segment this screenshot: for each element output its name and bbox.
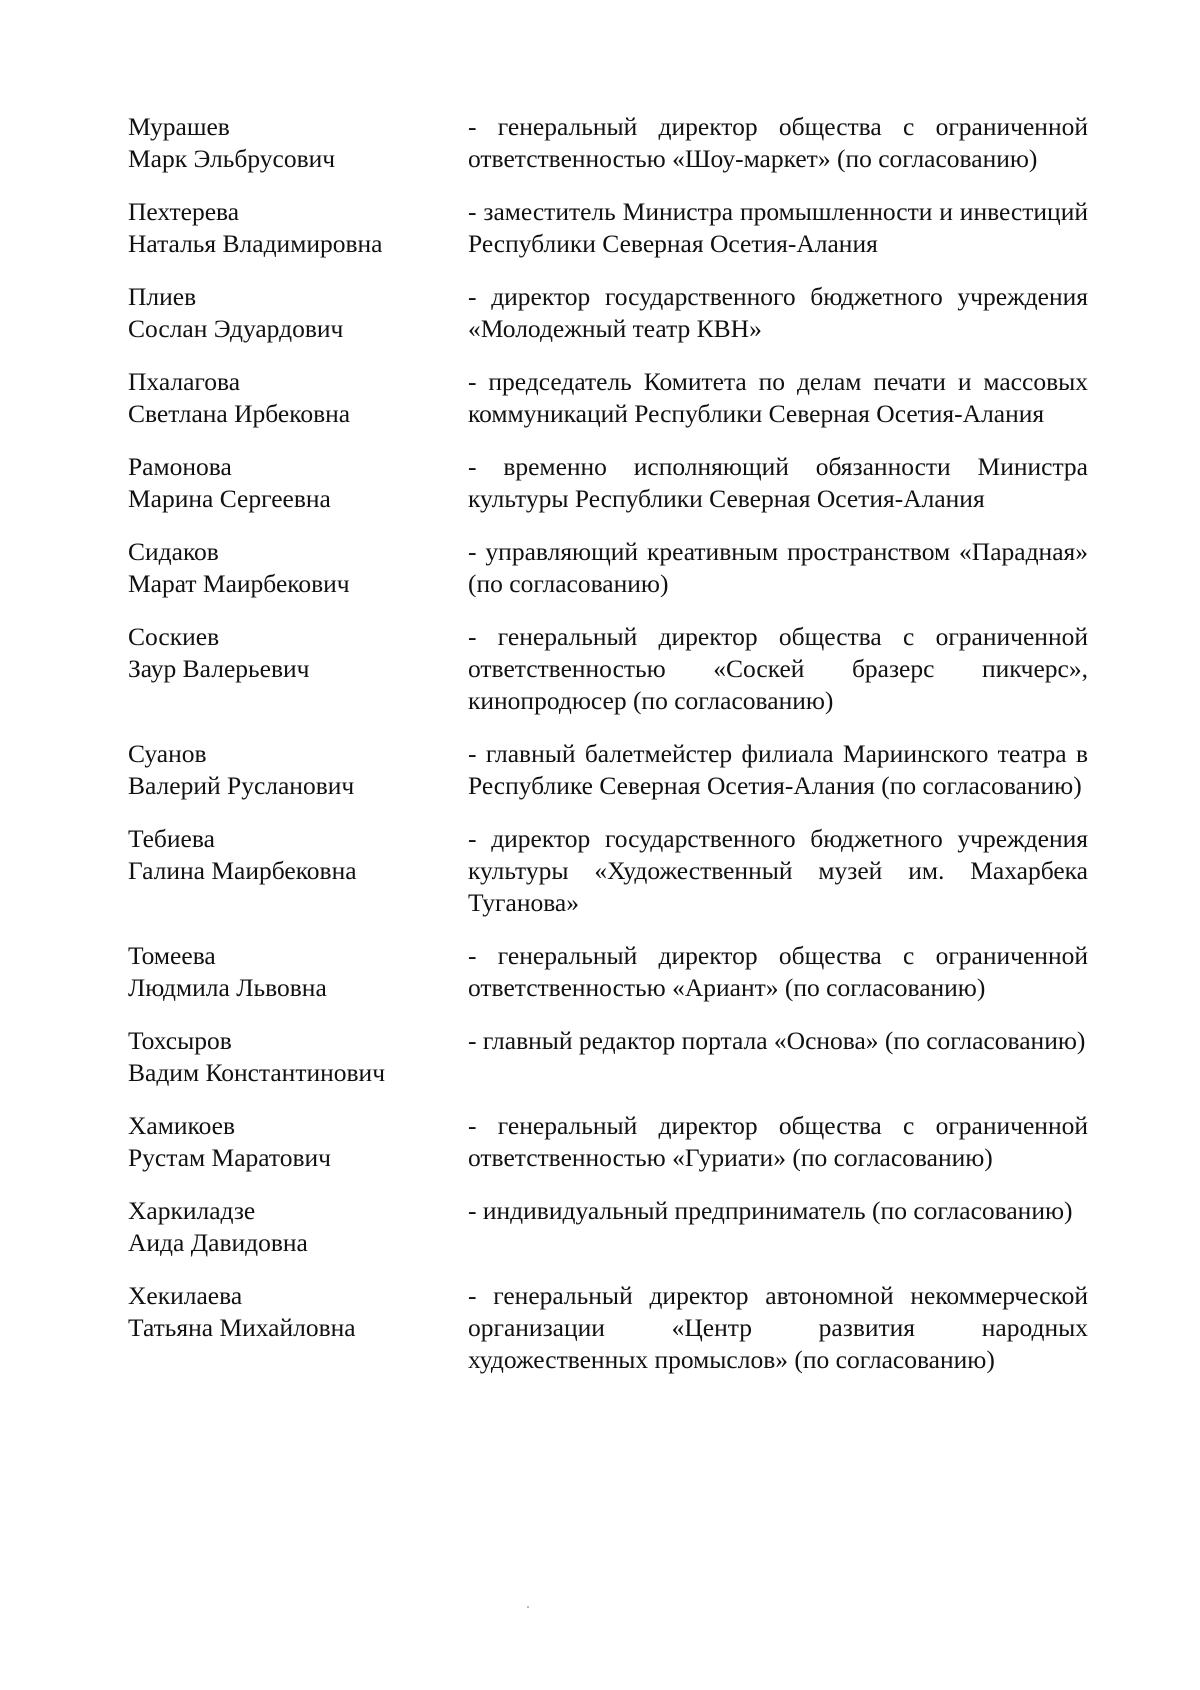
- member-role: - генеральный директор общества с ограниченной ответственностью «Ариант» (по согласованию): [468, 941, 1088, 1002]
- member-name: [128, 536, 468, 600]
- member-surname: Суанов: [128, 739, 207, 768]
- member-name: [128, 940, 468, 1004]
- member-entry: [128, 1280, 1088, 1376]
- member-surname: Соскиев: [128, 622, 220, 651]
- member-given-names: Марк Эльбрусович: [128, 144, 336, 173]
- member-name: [128, 738, 468, 802]
- member-name: [128, 1195, 468, 1259]
- member-list: [128, 111, 1088, 1397]
- member-entry: [128, 536, 1088, 600]
- member-entry: [128, 196, 1088, 260]
- member-name: [128, 111, 468, 175]
- member-entry: [128, 940, 1088, 1004]
- member-surname: Мурашев: [128, 112, 230, 141]
- member-given-names: Марат Маирбекович: [128, 569, 350, 598]
- member-surname: Харкиладзе: [128, 1196, 256, 1225]
- member-surname: Хекилаева: [128, 1281, 243, 1310]
- member-name: [128, 1110, 468, 1174]
- member-role: - генеральный директор общества с ограниченной ответственностью «Шоу-маркет» (по согласованию): [468, 112, 1088, 173]
- member-role: - индивидуальный предприниматель (по согласованию): [468, 1196, 1073, 1225]
- member-surname: Тебиева: [128, 824, 215, 853]
- member-name: [128, 621, 468, 685]
- member-entry: [128, 1110, 1088, 1174]
- member-surname: Тохсыров: [128, 1026, 232, 1055]
- member-given-names: Валерий Русланович: [128, 771, 355, 800]
- member-entry: [128, 738, 1088, 802]
- member-given-names: Сослан Эдуардович: [128, 314, 344, 343]
- member-given-names: Галина Маирбековна: [128, 856, 357, 885]
- member-name: [128, 451, 468, 515]
- member-given-names: Светлана Ирбековна: [128, 399, 351, 428]
- member-role: - главный балетмейстер филиала Мариинского театра в Республике Северная Осетия-Алания (по согласованию): [468, 739, 1088, 800]
- member-role: - временно исполняющий обязанности Министра культуры Республики Северная Осетия-Алания: [468, 452, 1088, 513]
- member-entry: [128, 366, 1088, 430]
- member-role: - генеральный директор общества с ограниченной ответственностью «Соскей бразерс пикчерс», кинопродюсер (по согласованию): [468, 622, 1088, 715]
- member-role: - генеральный директор автономной некоммерческой организации «Центр развития народных художественных промыслов» (по согласованию): [468, 1281, 1088, 1374]
- member-surname: Пхалагова: [128, 367, 241, 396]
- member-role: - генеральный директор общества с ограниченной ответственностью «Гуриати» (по согласованию): [468, 1111, 1088, 1172]
- member-given-names: Наталья Владимировна: [128, 229, 383, 258]
- member-name: [128, 196, 468, 260]
- member-surname: Томеева: [128, 941, 216, 970]
- member-given-names: Заур Валерьевич: [128, 654, 310, 683]
- member-surname: Сидаков: [128, 537, 219, 566]
- member-entry: [128, 1025, 1088, 1089]
- member-entry: [128, 111, 1088, 175]
- member-name: [128, 1025, 468, 1089]
- member-entry: [128, 1195, 1088, 1259]
- member-given-names: Татьяна Михайловна: [128, 1313, 356, 1342]
- member-role: - председатель Комитета по делам печати и массовых коммуникаций Республики Северная Осетия-Алания: [468, 367, 1088, 428]
- member-surname: Пехтерева: [128, 197, 240, 226]
- member-role: - заместитель Министра промышленности и инвестиций Республики Северная Осетия-Алания: [468, 197, 1088, 258]
- member-name: [128, 366, 468, 430]
- member-entry: [128, 823, 1088, 919]
- member-role: - директор государственного бюджетного учреждения «Молодежный театр КВН»: [468, 282, 1088, 343]
- member-entry: [128, 621, 1088, 717]
- member-role: - директор государственного бюджетного учреждения культуры «Художественный музей им. Махарбека Туганова»: [468, 824, 1088, 917]
- member-surname: Хамикоев: [128, 1111, 236, 1140]
- member-surname: Рамонова: [128, 452, 232, 481]
- member-given-names: Вадим Константинович: [128, 1058, 386, 1087]
- member-name: [128, 1280, 468, 1344]
- member-given-names: Рустам Маратович: [128, 1143, 332, 1172]
- member-given-names: Марина Сергеевна: [128, 484, 331, 513]
- member-entry: [128, 281, 1088, 345]
- member-entry: [128, 451, 1088, 515]
- member-name: [128, 823, 468, 887]
- member-surname: Плиев: [128, 282, 197, 311]
- member-given-names: Людмила Львовна: [128, 973, 327, 1002]
- scan-artifact-dot: [527, 1606, 529, 1608]
- member-role: - главный редактор портала «Основа» (по согласованию): [468, 1026, 1086, 1055]
- member-role: - управляющий креативным пространством «Парадная» (по согласованию): [468, 537, 1088, 598]
- member-name: [128, 281, 468, 345]
- member-given-names: Аида Давидовна: [128, 1228, 308, 1257]
